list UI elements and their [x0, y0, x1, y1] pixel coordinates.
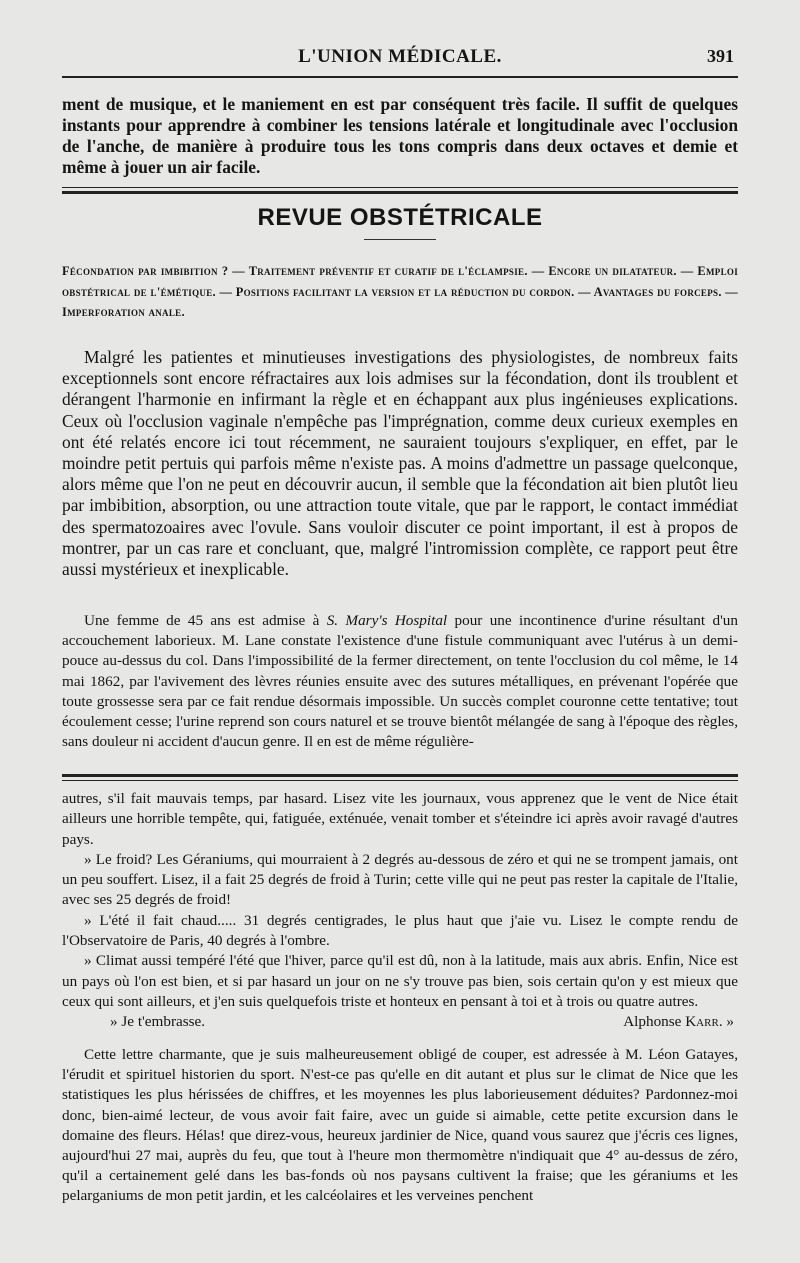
- paragraph-fecondation: Malgré les patientes et minutieuses investigations des physiologistes, de nombreux faits exceptionnels sont encore réfractaires aux lois admises sur la fécondation, dont ils troublent et dérangent l'harmonie en infirmant la règle et en échappant aux plus ingénieuses explications. Ceux où l'occlusion vaginale n'empêche pas l'imprégnation, comme deux curieux exemples en ont été relatés encore ici tout récemment, ne sauraient toujours s'expliquer, en effet, par le moindre petit pertuis qui parfois même n'existe pas. A moins d'admettre un passage quelconque, alors même que l'on ne peut en découvrir aucun, il semble que la fécondation ait bien plutôt lieu par imbibition, absorption, ou une attraction toute vitale, que par le rapport, le contact immédiat des spermatozoaires avec l'ovule. Sans vouloir discuter ce point important, il est à propos de montrer, par un cas rare et concluant, que, malgré l'intromission complète, ce rapport peut être aussi mystérieux et inexplicable.: [62, 347, 738, 580]
- running-title: L'UNION MÉDICALE.: [298, 46, 502, 67]
- feuilleton-rule-thick: [62, 774, 738, 777]
- feuilleton-rule-thin: [62, 780, 738, 781]
- case-text-start: Une femme de 45 ans est admise à: [84, 612, 327, 629]
- page-header: [62, 46, 738, 74]
- letter-signature: [623, 1013, 734, 1031]
- paragraph-continued: ment de musique, et le maniement en est par conséquent très facile. Il suffit de quelques instants pour apprendre à combiner les tensions latérale et longitudinale avec l'occlusion de l'anche, de manière à produire tous les tons compris dans deux octaves et demie et même à jouer un air facile.: [62, 94, 738, 177]
- signature-end: . »: [718, 1013, 734, 1030]
- signature-last-name: Karr: [685, 1013, 719, 1030]
- header-rule: [62, 76, 738, 78]
- letter-paragraph-2: » Le froid? Les Géraniums, qui mourraient à 2 degrés au-dessous de zéro et qui ne se trompent jamais, ont un peu souffert. Lisez, il a fait 25 degrés de froid à Turin; cette ville qui ne peut pas rester la capitale de l'Italie, avec ses 25 degrés de froid!: [62, 850, 738, 909]
- letter-signature-line: [62, 1013, 738, 1035]
- page-number: 391: [707, 46, 734, 66]
- letter-paragraph-1: autres, s'il fait mauvais temps, par hasard. Lisez vite les journaux, vous apprenez que le vent de Nice était ailleurs une horrible tempête, qui, fatiguée, exténuée, venait tomber et s'éteindre ici après avoir ravagé d'autres pays.: [62, 790, 738, 848]
- section-rule-top-thick: [62, 191, 738, 194]
- hospital-name: S. Mary's Hospital: [326, 612, 448, 629]
- signature-first-name: Alphonse: [623, 1013, 686, 1030]
- section-title: REVUE OBSTÉTRICALE: [257, 204, 543, 231]
- paragraph-commentary: Cette lettre charmante, que je suis malheureusement obligé de couper, est adressée à M. Léon Gatayes, l'érudit et spirituel historien du sport. N'est-ce pas qu'elle en dit autant et plus sur le climat de Nice que les statistiques les plus hérissées de chiffres, et les moyennes les plus laborieusement déduites? Pardonnez-moi donc, bien-aimé lecteur, de vous avoir fait faire, avec un guide si aimable, cette petite excursion dans le domaine des fleurs. Hélas! que direz-vous, heureux jardinier de Nice, quand vous saurez que j'écris ces lignes, aujourd'hui 27 mai, auprès du feu, que tout à l'heure mon thermomètre n'indiquait que 4° au-dessus de zéro, qu'il a certainement gelé dans les bas-fonds où nos paysans cultivent la fraise; que les géraniums et les pelarganiums de mon petit jardin, et les calcéolaires et les verveines penchent: [62, 1046, 738, 1205]
- section-title-underline: [364, 239, 436, 240]
- feuilleton-letter: [62, 789, 738, 1012]
- letter-paragraph-3: » L'été il fait chaud..... 31 degrés centigrades, le plus haut que j'aie vu. Lisez le compte rendu de l'Observatoire de Paris, 40 degrés à l'ombre.: [62, 911, 738, 950]
- case-text-rest: pour une incontinence d'urine résultant d'un accouchement laborieux. M. Lane constate l'existence d'une fistule communiquant avec l'utérus à un demi-pouce au-dessus du col. Dans l'impossibilité de la fermer directement, on tente l'occlusion du col même, le 14 mai 1862, par l'avivement des lèvres réunies ensuite avec des sutures métalliques, en prévenant l'opérée que toute grossesse sera par ce fait rendue désormais impossible. Un succès complet couronne cette tentative; tout écoulement cesse; l'urine reprend son cours naturel et se trouve bientôt mélangée de sang à l'époque des règles, sans douleur ni accident d'aucun genre. Il en est de même régulière-: [62, 612, 738, 751]
- section-summary: Fécondation par imbibition ? — Traitement préventif et curatif de l'éclampsie. — Encore un dilatateur. — Emploi obstétrical de l'émétique. — Positions facilitant la version et la réduction du cordon. — Avantages du forceps. — Imperforation anale.: [62, 264, 738, 319]
- section-rule-top-thin: [62, 187, 738, 188]
- letter-paragraph-4: » Climat aussi tempéré l'été que l'hiver, parce qu'il est dû, non à la latitude, mais aux abris. Enfin, Nice est un pays où l'on est bien, et si par hasard un jour on ne s'y trouve pas bien, sois certain qu'on y est mieux que ceux qui sont ailleurs, et j'en suis quelquefois triste et honteux en pensant à toi et à trois ou quatre autres.: [62, 952, 738, 1010]
- letter-closing: » Je t'embrasse.: [110, 1013, 206, 1030]
- paragraph-case: [62, 611, 738, 752]
